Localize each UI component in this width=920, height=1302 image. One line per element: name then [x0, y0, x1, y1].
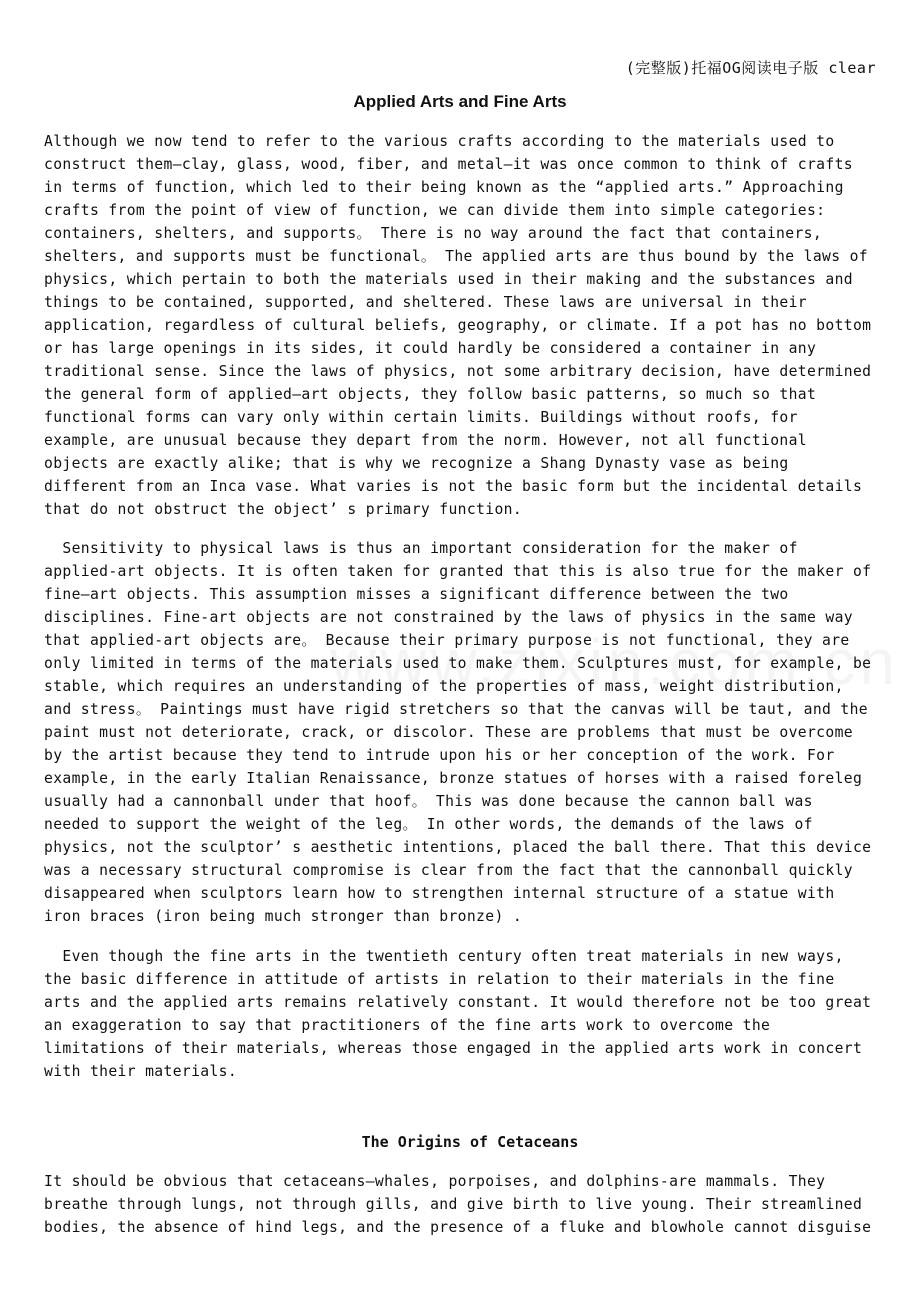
- paragraph-3: [44, 945, 874, 1083]
- paragraph-4: It should be obvious that cetaceans—whales, porpoises, and dolphins-are mammals. They breathe through lungs, not through gills, and give birth to live young. Their streamlined bodies, the absence of hind legs, and the presence of a fluke and blowhole cannot disguise: [44, 1173, 872, 1236]
- paragraph-2-text: Sensitivity to physical laws is thus an important consideration for the maker of applied-art objects. It is often taken for granted that this is also true for the maker of fine—art objects. This assumption misses a significant difference between the two disciplines. Fine-art objects are not constrained by the laws of physics in the same way that applied-art objects are。 Because their primary purpose is not functional, they are only limited in terms of the materials used to make them. Sculptures must, for example, be stable, which requires an understanding of the properties of mass, weight distribution, and stress。 Paintings must have rigid stretchers so that the canvas will be taut, and the paint must not deteriorate, crack, or discolor. These are problems that must be overcome by the artist because they tend to intrude upon his or her conception of the work. For example, in the early Italian Renaissance, bronze statues of horses with a raised foreleg usually had a cannonball under that hoof。 This was done because the cannon ball was needed to support the weight of the leg。 In other words, the demands of the laws of physics, not the sculptor’ s aesthetic intentions, placed the ball there. That this device was a necessary structural compromise is clear from the fact that the cannonball quickly disappeared when sculptors learn how to strengthen internal structure of a statue with iron braces (iron being much stronger than bronze) .: [44, 540, 872, 925]
- paragraph-1: Although we now tend to refer to the various crafts according to the materials used to construct them—clay, glass, wood, fiber, and metal—it was once common to think of crafts in terms of function, which led to their being known as the “applied arts.” Approaching crafts from the point of view of function, we can divide them into simple categories: containers, shelters, and supports。 There is no way around the fact that containers, shelters, and supports must be functional。 The applied arts are thus bound by the laws of physics, which pertain to both the materials used in their making and the substances and things to be contained, supported, and sheltered. These laws are universal in their application, regardless of cultural beliefs, geography, or climate. If a pot has no bottom or has large openings in its sides, it could hardly be considered a container in any traditional sense. Since the laws of physics, not some arbitrary decision, have determined the general form of applied—art objects, they follow basic patterns, so much so that functional forms can vary only within certain limits. Buildings without roofs, for example, are unusual because they depart from the norm. However, not all functional objects are exactly alike; that is why we recognize a Shang Dynasty vase as being different from an Inca vase. What varies is not the basic form but the incidental details that do not obstruct the object’ s primary function.: [44, 133, 872, 518]
- article-title-cetaceans: The Origins of Cetaceans: [361, 1133, 579, 1151]
- paragraph-2: [44, 537, 874, 928]
- article-title-applied-arts: Applied Arts and Fine Arts: [353, 92, 567, 111]
- paragraph-3-text: Even though the fine arts in the twentieth century often treat materials in new ways, the basic difference in attitude of artists in relation to their materials in the fine arts and the applied arts remains relatively constant. It would therefore not be too great an exaggeration to say that practitioners of the fine arts work to overcome the limitations of their materials, whereas those engaged in the applied arts work in concert with their materials.: [44, 948, 872, 1080]
- running-header: (完整版)托福OG阅读电子版 clear: [625, 59, 876, 77]
